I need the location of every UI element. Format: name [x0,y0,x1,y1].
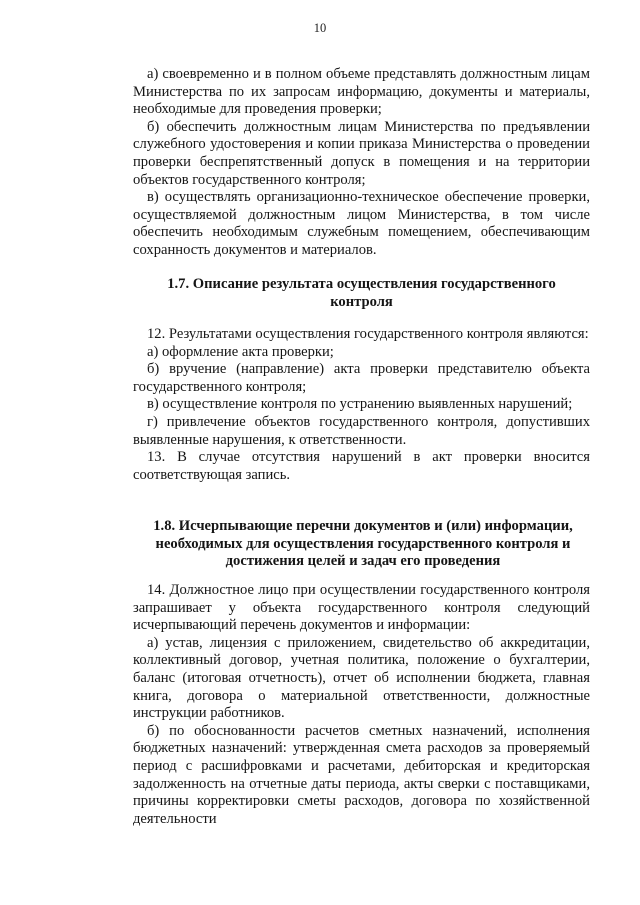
section-heading-1-7 [140,276,583,311]
paragraph-14: 14. Должностное лицо при осуществлении государственного контроля запрашивает у объекта государственного контроля следующий исчерпывающий перечень документов и информации: [133,582,590,634]
heading-line-2: необходимых для осуществления государственного контроля и [155,535,571,552]
heading-line-1: 1.8. Исчерпывающие перечни документов и (или) информации, [153,518,573,534]
result-item-a: а) оформление акта проверки; [147,343,334,360]
document-item-b: б) по обоснованности расчетов сметных назначений, исполнения бюджетных назначений: утвержденная смета расходов за проверяемый период с расшифровками и расчетами, дебиторская и кредиторская задолженность на отчетные даты периода, акты сверки с поставщиками, причины корректировки сметы расходов, договора по хозяйственной деятельности [133,722,590,827]
paragraph-a: а) своевременно и в полном объеме представлять должностным лицам Министерства по их запросам информацию, документы и материалы, необходимые для проведения проверки; [133,66,590,118]
heading-line-1: 1.7. Описание результата осуществления государственного [167,276,556,292]
heading-line-3: достижения целей и задач его проведения [225,553,501,570]
paragraph-13: 13. В случае отсутствия нарушений в акт проверки вносится соответствующая запись. [133,449,590,483]
results-block [133,326,590,484]
result-item-v: в) осуществление контроля по устранению выявленных нарушений; [147,396,573,413]
document-item-a: а) устав, лицензия с приложением, свидетельство об аккредитации, коллективный договор, учетная политика, положение о бухгалтерии, баланс (итоговая отчетность), отчет об исполнении бюджета, главная книга, договора о материальной ответственности, должностные инструкции работников. [133,634,590,722]
section-heading-1-8 [136,518,590,571]
heading-line-2: контроля [330,293,393,310]
obligations-block [133,66,590,260]
result-item-g: г) привлечение объектов государственного контроля, допустивших выявленные нарушения, к ответственности. [133,413,590,448]
result-item-b: б) вручение (направление) акта проверки представителю объекта государственного контроля; [133,361,590,395]
documents-block [133,582,590,828]
page-number: 10 [313,21,327,35]
paragraph-v: в) осуществлять организационно-техническое обеспечение проверки, осуществляемой должностным лицом Министерства, в том числе обеспечить необходимым служебным помещением, обеспечивающим сохранность документов и материалов. [133,189,590,258]
paragraph-12: 12. Результатами осуществления государственного контроля являются: [147,326,589,342]
paragraph-b: б) обеспечить должностным лицам Министерства по предъявлении служебного удостоверения и копии приказа Министерства о проведении проверки беспрепятственный допуск в помещения и на территории объектов государственного контроля; [133,118,590,188]
